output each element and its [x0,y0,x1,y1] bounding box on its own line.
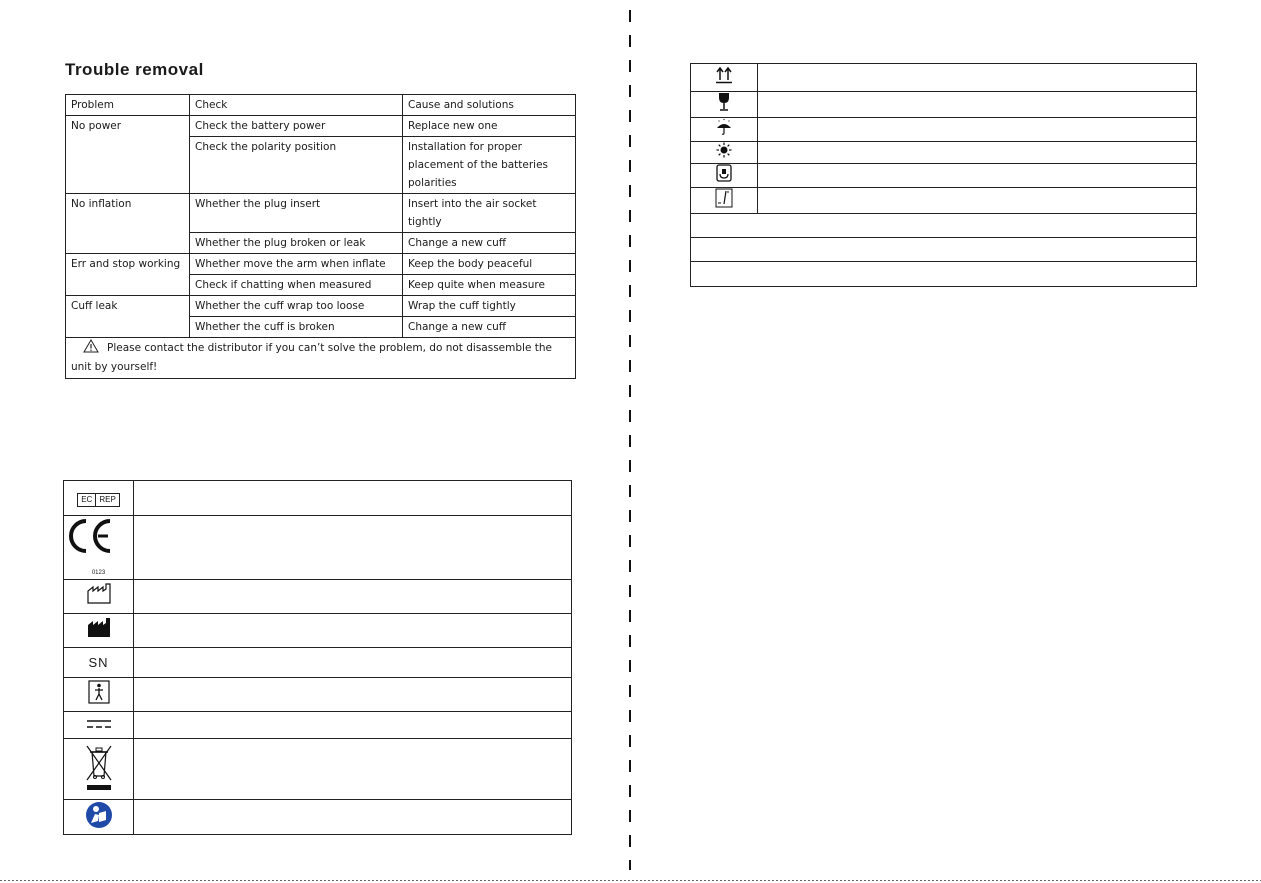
symbol-row [64,614,572,648]
symbol-row [64,516,572,580]
keep-away-from-sunlight-icon [691,142,758,164]
direct-current-icon [64,712,134,739]
symbols-table-left [63,480,572,835]
check-cell: Whether move the arm when inflate [190,254,403,275]
ce-notified-body-number: 0123 [91,570,106,576]
symbol-row [64,481,572,516]
solution-cell: Insert into the air socket tightly [403,194,576,233]
check-cell: Whether the plug insert [190,194,403,233]
bottom-dotted-line [0,880,1261,881]
consult-instructions-icon [64,800,134,835]
ec-label: EC [81,495,93,504]
date-of-manufacture-icon [64,580,134,614]
this-way-up-icon [691,64,758,92]
fragile-icon [691,92,758,118]
table-row [66,254,576,275]
fold-line-divider [629,10,631,870]
column-header-check: Check [190,95,403,116]
keep-dry-icon [691,118,758,142]
check-cell: Check the battery power [190,116,403,137]
solution-cell: Replace new one [403,116,576,137]
ec-rep-icon [64,481,134,516]
blank-row [691,238,1197,262]
manufacturer-icon [64,614,134,648]
problem-cell: Err and stop working [66,254,190,296]
check-cell: Whether the cuff is broken [190,317,403,338]
symbol-row [691,92,1197,118]
column-header-solution: Cause and solutions [403,95,576,116]
solution-cell: Change a new cuff [403,317,576,338]
ce-mark-icon [64,516,134,580]
check-cell: Whether the plug broken or leak [190,233,403,254]
blank-row [691,262,1197,287]
solution-cell: Wrap the cuff tightly [403,296,576,317]
page-title: Trouble removal [65,60,204,79]
warning-triangle-icon [83,339,99,353]
symbol-row [691,64,1197,92]
symbol-row [64,739,572,800]
symbol-row [691,188,1197,214]
problem-cell: Cuff leak [66,296,190,338]
warning-note-text: Please contact the distributor if you can’t solve the problem, do not disassemble the unit by yourself! [71,342,552,373]
table-row [66,194,576,233]
solution-cell: Installation for proper placement of the batteries polarities [403,137,576,194]
symbol-row [64,712,572,739]
blank-row [691,214,1197,238]
symbols-table-right [690,63,1197,287]
table-row [66,116,576,137]
serial-number-icon [64,648,134,678]
check-cell: Check if chatting when measured [190,275,403,296]
temperature-limit-icon [691,188,758,214]
table-header-row [66,95,576,116]
symbol-row [691,164,1197,188]
check-cell: Whether the cuff wrap too loose [190,296,403,317]
symbol-row [64,648,572,678]
problem-cell: No inflation [66,194,190,254]
trouble-removal-table [65,94,576,379]
symbol-row [64,800,572,835]
solution-cell: Keep quite when measure [403,275,576,296]
weee-disposal-icon [64,739,134,800]
rep-label: REP [95,494,118,506]
symbol-row [691,118,1197,142]
note-row [66,338,576,379]
symbol-row [64,580,572,614]
handle-with-care-icon [691,164,758,188]
solution-cell: Keep the body peaceful [403,254,576,275]
problem-cell: No power [66,116,190,194]
solution-cell: Change a new cuff [403,233,576,254]
serial-number-label: SN [88,654,109,670]
symbol-row [691,142,1197,164]
type-bf-applied-part-icon [64,678,134,712]
warning-note [66,338,576,379]
table-row [66,296,576,317]
symbol-row [64,678,572,712]
check-cell: Check the polarity position [190,137,403,194]
column-header-problem: Problem [66,95,190,116]
